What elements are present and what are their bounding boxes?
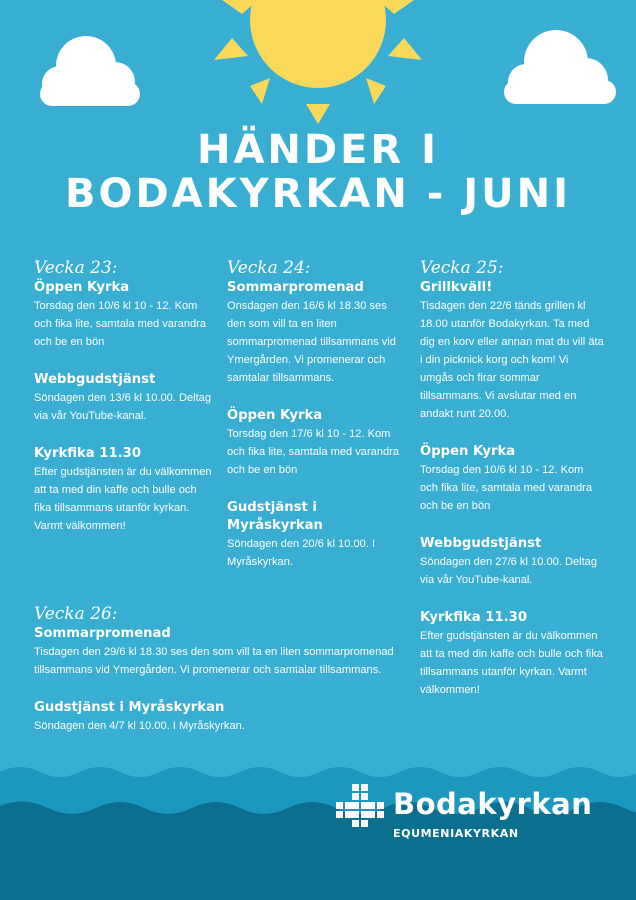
event-text: Torsdag den 10/6 kl 10 - 12. Kom och fika lite, samtala med varandra och be en bön [34,300,207,348]
event-title: Gudstjänst i Myråskyrkan [227,500,323,533]
event-title: Gudstjänst i Myråskyrkan [34,700,225,715]
logo-name: Bodakyrkan [393,787,593,821]
week-label: Vecka 24: [227,258,311,278]
event-item [227,499,347,535]
event-item-text [227,535,407,571]
week-25-column [420,258,604,719]
event-title: Kyrkfika 11.30 [420,610,527,625]
event-item [34,445,216,535]
week-26-column [34,604,409,755]
event-item [34,279,216,351]
title-line-1: HÄNDER I [196,127,440,173]
event-text: Söndagen den 27/6 kl 10.00. Deltag via vår YouTube-kanal. [420,556,598,586]
bodakyrkan-logo [335,783,605,853]
event-item [420,279,604,423]
week-label: Vecka 23: [34,258,118,278]
event-title: Webbgudstjänst [34,372,156,387]
week-23-column [34,258,216,555]
cloud-right-icon [504,30,616,104]
week-label: Vecka 26: [34,604,118,624]
event-title: Sommarpromenad [227,280,364,295]
event-item [420,535,604,589]
event-text: Söndagen den 13/6 kl 10.00. Deltag via vår YouTube-kanal. [34,392,212,422]
week-label: Vecka 25: [420,258,504,278]
event-text: Söndagen den 20/6 kl 10.00. I Myråskyrkan. [227,538,376,568]
event-title: Kyrkfika 11.30 [34,446,141,461]
event-text: Tisdagen den 22/6 tänds grillen kl 18.00 utanför Bodakyrkan. Ta med dig en korv eller annan mat du vill äta i din picknick korg och kom! Vi umgås och firar sommar tillsammans. Vi avslutar med en andakt runt 20.00. [420,300,604,420]
title-line-2: BODAKYRKAN - JUNI [64,171,572,217]
week-24-column [227,258,407,591]
event-item [227,407,407,479]
event-title: Öppen Kyrka [227,408,323,423]
event-item [34,371,216,425]
event-item [227,279,407,387]
event-item [420,443,604,515]
cloud-left-icon [40,36,140,106]
sun-icon [214,0,422,124]
event-title: Webbgudstjänst [420,536,542,551]
event-item [420,609,604,699]
event-title: Sommarpromenad [34,626,171,641]
event-title: Grillkväll! [420,280,493,295]
event-text: Söndagen den 4/7 kl 10.00. I Myråskyrkan. [34,720,245,732]
event-text: Efter gudstjänsten är du välkommen att ta med din kaffe och bulle och fika tillsammans utanför kyrkan. Varmt välkommen! [34,466,212,532]
event-title: Öppen Kyrka [34,280,130,295]
event-text: Onsdagen den 16/6 kl 18.30 ses den som vill ta en liten sommarpromenad tillsammans vid Ymergården. Vi promenerar och samtalar tillsammans. [227,300,396,384]
logo-subtitle: EQUMENIAKYRKAN [393,827,519,840]
event-text: Torsdag den 17/6 kl 10 - 12. Kom och fika lite, samtala med varandra och be en bön [227,428,400,476]
event-item [34,625,409,679]
page-title [0,128,636,216]
event-text: Torsdag den 10/6 kl 10 - 12. Kom och fika lite, samtala med varandra och be en bön [420,464,593,512]
event-item [34,699,409,735]
event-title: Öppen Kyrka [420,444,516,459]
cross-grid-icon [335,783,385,833]
event-text: Efter gudstjänsten är du välkommen att ta med din kaffe och bulle och fika tillsammans utanför kyrkan. Varmt välkommen! [420,630,603,696]
event-text: Tisdagen den 29/6 kl 18.30 ses den som vill ta en liten sommarpromenad tillsammans vid Ymergården. Vi promenerar och samtalar tillsammans. [34,646,394,676]
